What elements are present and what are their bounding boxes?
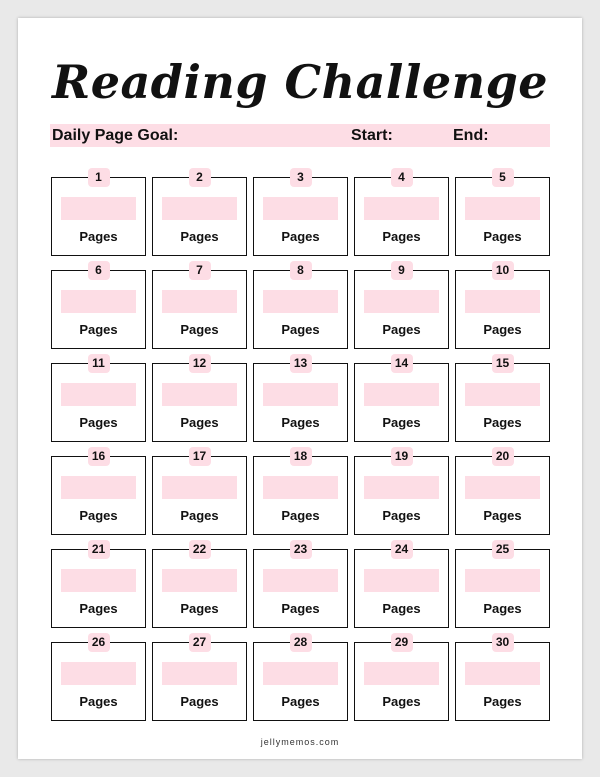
pages-entry-field[interactable] (162, 290, 237, 313)
pages-entry-field[interactable] (364, 476, 439, 499)
pages-label: Pages (483, 694, 522, 709)
pages-entry-field[interactable] (162, 197, 237, 220)
day-cell (455, 628, 550, 715)
day-cell (253, 442, 348, 529)
day-number-badge: 23 (290, 540, 312, 559)
pages-entry-field[interactable] (465, 290, 540, 313)
worksheet-page (18, 18, 582, 759)
day-box (152, 170, 247, 256)
day-box (51, 635, 146, 721)
day-box (152, 263, 247, 349)
day-cell (354, 163, 449, 250)
pages-label: Pages (180, 694, 219, 709)
pages-label: Pages (483, 601, 522, 616)
day-box (354, 263, 449, 349)
day-number-badge: 21 (88, 540, 110, 559)
pages-entry-field[interactable] (364, 662, 439, 685)
pages-label: Pages (382, 508, 421, 523)
pages-label: Pages (180, 601, 219, 616)
pages-entry-field[interactable] (364, 197, 439, 220)
pages-entry-field[interactable] (263, 290, 338, 313)
day-box (253, 635, 348, 721)
pages-entry-field[interactable] (61, 569, 136, 592)
pages-label: Pages (79, 415, 118, 430)
day-number-badge: 25 (492, 540, 514, 559)
day-cell (152, 442, 247, 529)
pages-label: Pages (483, 415, 522, 430)
pages-label: Pages (281, 601, 320, 616)
pages-label: Pages (281, 508, 320, 523)
day-cell (253, 349, 348, 436)
pages-label: Pages (79, 229, 118, 244)
day-cell (455, 349, 550, 436)
day-cell (51, 628, 146, 715)
day-box (152, 635, 247, 721)
pages-label: Pages (281, 229, 320, 244)
day-number-badge: 11 (88, 354, 110, 373)
day-box (253, 170, 348, 256)
day-number-badge: 10 (492, 261, 514, 280)
pages-entry-field[interactable] (61, 662, 136, 685)
page-title: Reading Challenge (51, 55, 548, 109)
pages-entry-field[interactable] (465, 569, 540, 592)
day-number-badge: 8 (290, 261, 312, 280)
pages-entry-field[interactable] (162, 476, 237, 499)
pages-label: Pages (79, 322, 118, 337)
pages-entry-field[interactable] (263, 662, 338, 685)
pages-entry-field[interactable] (61, 476, 136, 499)
day-box (354, 635, 449, 721)
day-cell (354, 442, 449, 529)
day-cell (354, 349, 449, 436)
pages-entry-field[interactable] (465, 197, 540, 220)
pages-entry-field[interactable] (465, 662, 540, 685)
day-cell (455, 535, 550, 622)
pages-label: Pages (79, 508, 118, 523)
pages-entry-field[interactable] (263, 569, 338, 592)
day-number-badge: 15 (492, 354, 514, 373)
pages-label: Pages (79, 601, 118, 616)
day-cell (354, 535, 449, 622)
pages-label: Pages (382, 322, 421, 337)
pages-label: Pages (382, 229, 421, 244)
day-box (354, 449, 449, 535)
end-label: End: (453, 127, 489, 144)
pages-entry-field[interactable] (465, 383, 540, 406)
pages-label: Pages (281, 322, 320, 337)
day-box (253, 542, 348, 628)
pages-label: Pages (281, 415, 320, 430)
day-cell (51, 442, 146, 529)
day-box (51, 263, 146, 349)
day-number-badge: 16 (88, 447, 110, 466)
day-cell (455, 163, 550, 250)
pages-entry-field[interactable] (162, 662, 237, 685)
pages-entry-field[interactable] (364, 569, 439, 592)
day-cell (253, 163, 348, 250)
pages-entry-field[interactable] (263, 197, 338, 220)
pages-label: Pages (382, 694, 421, 709)
day-number-badge: 5 (492, 168, 514, 187)
day-number-badge: 17 (189, 447, 211, 466)
day-cell (152, 628, 247, 715)
pages-label: Pages (483, 322, 522, 337)
day-number-badge: 24 (391, 540, 413, 559)
day-box (51, 170, 146, 256)
pages-label: Pages (180, 322, 219, 337)
day-grid (51, 163, 550, 715)
day-number-badge: 12 (189, 354, 211, 373)
day-cell (51, 163, 146, 250)
day-cell (253, 535, 348, 622)
day-cell (354, 256, 449, 343)
day-number-badge: 22 (189, 540, 211, 559)
day-cell (51, 256, 146, 343)
day-cell (51, 349, 146, 436)
day-number-badge: 19 (391, 447, 413, 466)
day-number-badge: 28 (290, 633, 312, 652)
pages-label: Pages (483, 508, 522, 523)
day-cell (51, 535, 146, 622)
day-box (253, 263, 348, 349)
pages-label: Pages (180, 415, 219, 430)
day-number-badge: 4 (391, 168, 413, 187)
day-number-badge: 2 (189, 168, 211, 187)
pages-entry-field[interactable] (465, 476, 540, 499)
start-label: Start: (351, 127, 393, 144)
day-number-badge: 27 (189, 633, 211, 652)
pages-entry-field[interactable] (263, 383, 338, 406)
day-cell (253, 628, 348, 715)
day-number-badge: 3 (290, 168, 312, 187)
day-number-badge: 29 (391, 633, 413, 652)
day-cell (152, 535, 247, 622)
day-number-badge: 9 (391, 261, 413, 280)
day-box (253, 449, 348, 535)
day-box (354, 170, 449, 256)
day-number-badge: 14 (391, 354, 413, 373)
day-cell (354, 628, 449, 715)
goal-bar (50, 124, 550, 147)
pages-label: Pages (180, 508, 219, 523)
day-cell (152, 163, 247, 250)
day-box (51, 449, 146, 535)
day-box (51, 356, 146, 442)
day-number-badge: 18 (290, 447, 312, 466)
day-box (152, 542, 247, 628)
pages-entry-field[interactable] (263, 476, 338, 499)
pages-entry-field[interactable] (61, 197, 136, 220)
day-box (152, 356, 247, 442)
pages-entry-field[interactable] (364, 383, 439, 406)
day-box (455, 635, 550, 721)
day-cell (253, 256, 348, 343)
day-number-badge: 6 (88, 261, 110, 280)
day-cell (455, 442, 550, 529)
pages-entry-field[interactable] (61, 290, 136, 313)
day-box (455, 356, 550, 442)
day-box (455, 542, 550, 628)
pages-label: Pages (79, 694, 118, 709)
day-box (455, 170, 550, 256)
day-number-badge: 1 (88, 168, 110, 187)
day-box (455, 263, 550, 349)
pages-label: Pages (382, 415, 421, 430)
pages-label: Pages (483, 229, 522, 244)
daily-goal-label: Daily Page Goal: (52, 127, 179, 144)
pages-label: Pages (281, 694, 320, 709)
pages-entry-field[interactable] (364, 290, 439, 313)
pages-entry-field[interactable] (162, 383, 237, 406)
day-cell (152, 349, 247, 436)
day-box (51, 542, 146, 628)
day-number-badge: 20 (492, 447, 514, 466)
day-box (253, 356, 348, 442)
pages-label: Pages (382, 601, 421, 616)
day-number-badge: 26 (88, 633, 110, 652)
day-number-badge: 13 (290, 354, 312, 373)
pages-label: Pages (180, 229, 219, 244)
day-box (354, 542, 449, 628)
day-number-badge: 7 (189, 261, 211, 280)
pages-entry-field[interactable] (162, 569, 237, 592)
day-cell (152, 256, 247, 343)
day-box (354, 356, 449, 442)
day-cell (455, 256, 550, 343)
footer-url: jellymemos.com (260, 737, 340, 747)
day-number-badge: 30 (492, 633, 514, 652)
pages-entry-field[interactable] (61, 383, 136, 406)
day-box (152, 449, 247, 535)
day-box (455, 449, 550, 535)
